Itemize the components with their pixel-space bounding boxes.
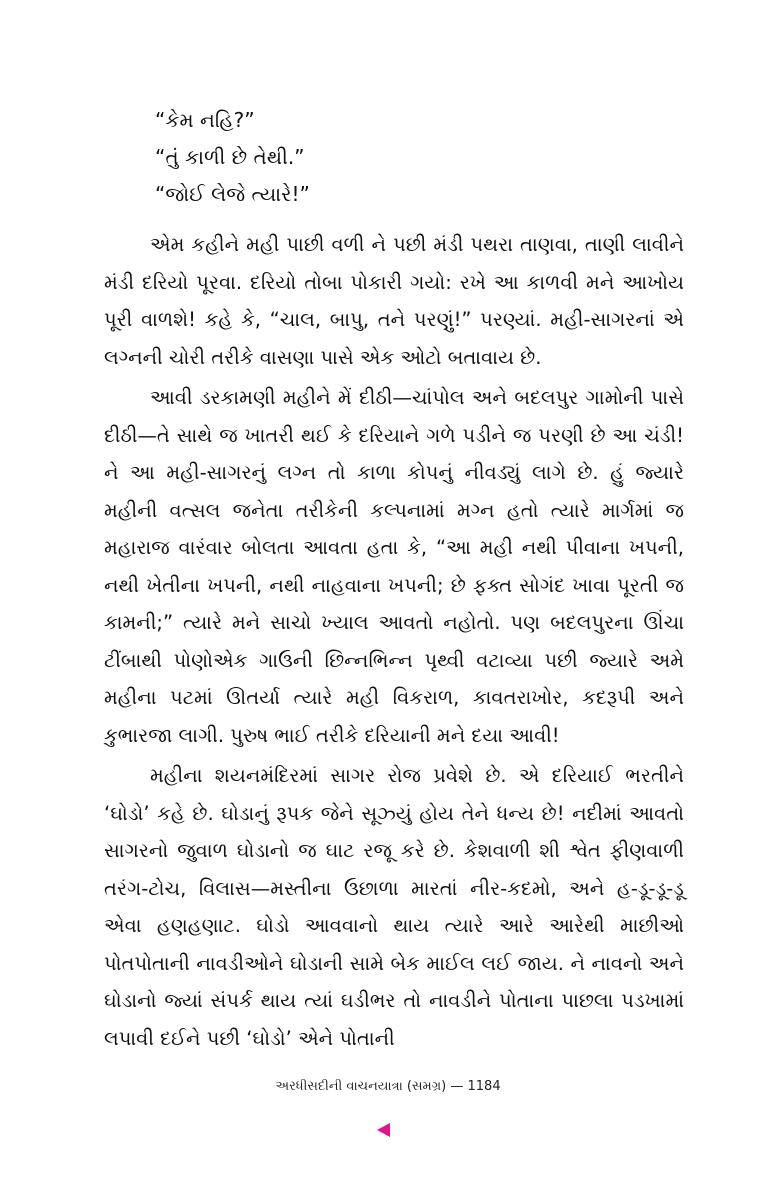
page-footer [0, 1078, 776, 1096]
paragraph-1: એમ કહીને મહી પાછી વળી ને પછી મંડી પથરા તાણવા, તાણી લાવીને મંડી દરિયો પૂરવા. દરિયો તોબા પોકારી ગયો: રખે આ કાળવી મને આખોય પૂરી વાળશે! કહે કે, “ચાલ, બાપુ, તને પરણું!” પરણ્યાં. મહી-સાગરનાં એ લગ્નની ચોરી તરીકે વાસણા પાસે એક ઓટો બતાવાય છે. [104, 233, 684, 369]
footer-separator: — [450, 1079, 464, 1094]
dialogue-line-1: “કેમ નહિ?” [155, 108, 255, 132]
paragraph-2: આવી ડરકામણી મહીને મેં દીઠી—ચાંપોલ અને બદલપુર ગામોની પાસે દીઠી—તે સાથે જ ખાતરી થઈ કે દરિયાને ગળે પડીને જ પરણી છે આ ચંડી! ને આ મહી-સાગરનું લગ્ન તો કાળા કોપનું નીવડ્યું લાગે છે. હું જ્યારે મહીની વત્સલ જનેતા તરીકેની કલ્પનામાં મગ્ન હતો ત્યારે માર્ગમાં જ મહારાજ વારંવાર બોલતા આવતા હતા કે, “આ મહી નથી પીવાના ખપની, નથી ખેતીના ખપની, નથી નાહવાના ખપની; છે ફક્ત સોગંદ ખાવા પૂરતી જ કામની;” ત્યારે મને સાચો ખ્યાલ આવતો નહોતો. પણ બદલપુરના ઊંચા ટીંબાથી પોણોએક ગાઉની છિન્નભિન્ન પૃથ્વી વટાવ્યા પછી જ્યારે અમે મહીના પટમાં ઊતર્યા ત્યારે મહી વિકરાળ, કાવતરાખોર, કદરૂપી અને કુભારજા લાગી. પુરુષ ભાઈ તરીકે દરિયાની મને દયા આવી! [104, 386, 684, 747]
dialogue-line-2: “તું કાળી છે તેથી.” [155, 145, 305, 169]
body-text [104, 226, 684, 1057]
dialogue-line-3: “જોઈ લેજે ત્યારે!” [155, 182, 310, 206]
footer-page-number: 1184 [467, 1079, 501, 1094]
previous-page-icon[interactable] [377, 1123, 390, 1137]
footer-book-title: અરધીસદીની વાચનયાત્રા (સમગ્ર) [275, 1079, 447, 1094]
paragraph-3: મહીના શયનમંદિરમાં સાગર રોજ પ્રવેશે છે. એ દરિયાઈ ભરતીને ‘ઘોડો’ કહે છે. ઘોડાનું રૂપક જેને સૂઝ્યું હોય તેને ધન્ય છે! નદીમાં આવતો સાગરનો જુવાળ ઘોડાનો જ ઘાટ રજૂ કરે છે. કેશવાળી શી શ્વેત ફીણવાળી તરંગ-ટોચ, વિલાસ—મસ્તીના ઉછાળા મારતાં નીર-કદમો, અને હ-ડૂ-ડૂ-ડૂ એવા હણહણાટ. ઘોડો આવવાનો થાય ત્યારે આરે આરેથી માછીઓ પોતપોતાની નાવડીઓને ઘોડાની સામે બેક માઈલ લઈ જાય. ને નાવનો અને ઘોડાનો જ્યાં સંપર્ક થાય ત્યાં ઘડીભર તો નાવડીને પોતાના પાછલા પડખામાં લપાવી દઈને પછી ‘ઘોડો’ એને પોતાની [104, 764, 684, 1050]
